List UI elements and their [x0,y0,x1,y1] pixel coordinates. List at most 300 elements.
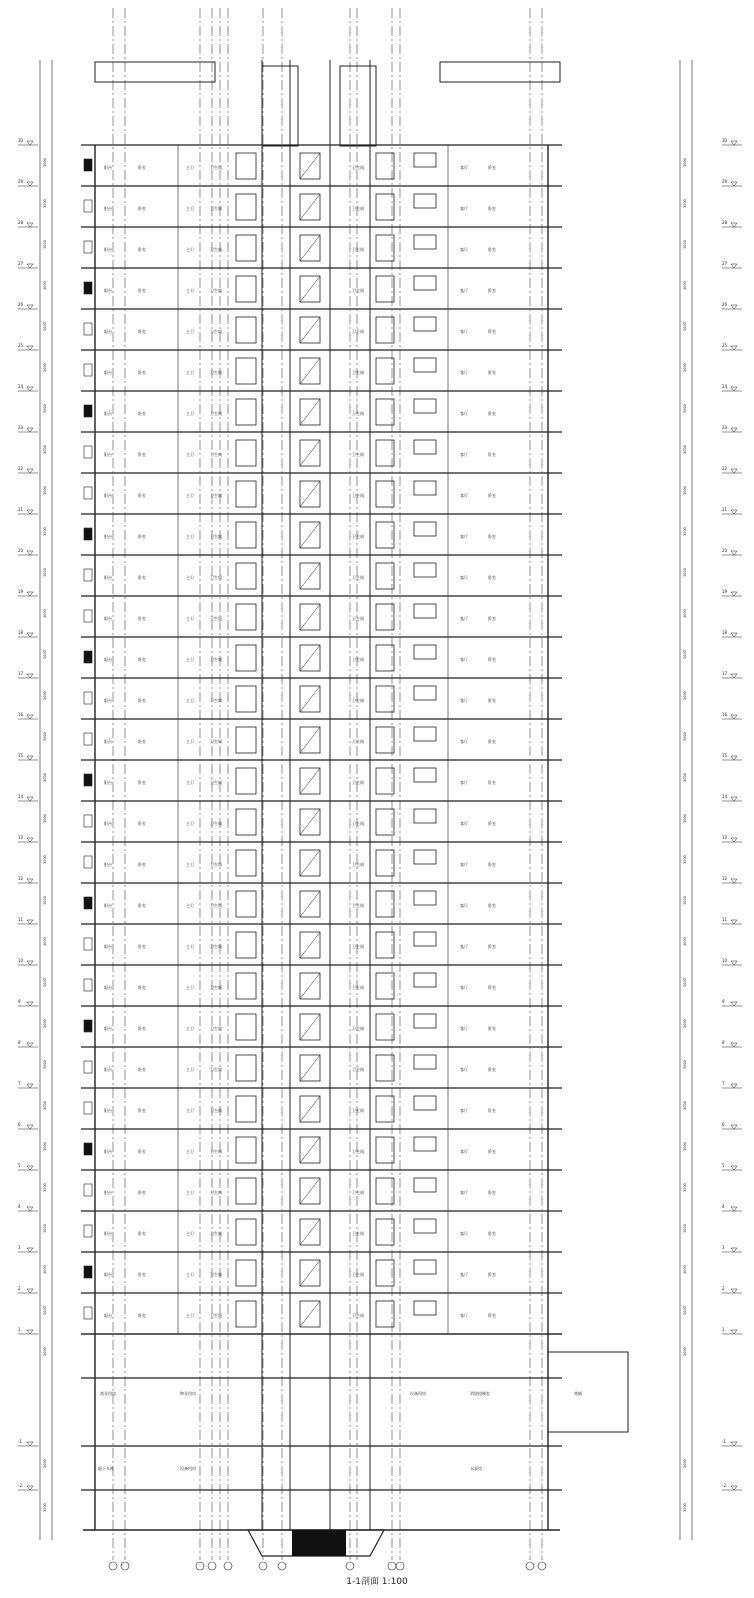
elevator-door-mark [300,1219,320,1245]
level-label: -2 [18,1483,22,1488]
room-label: 主卫 [186,206,194,211]
dim-text: 3000 [43,609,47,618]
stair-window [414,1178,436,1192]
window-left [236,194,256,220]
window-right [376,727,394,753]
level-triangle [27,592,33,596]
level-triangle [731,510,737,514]
elevator-door-mark [300,1178,320,1204]
dim-text: 3000 [683,937,687,946]
level-label: 27 [722,261,728,266]
level-label: 14 [722,794,728,799]
balcony-rail [84,774,92,786]
dim-text: 3000 [683,609,687,618]
level-triangle [27,1486,33,1490]
level-triangle [27,1125,33,1129]
level-label: 30 [722,138,728,143]
room-label: 客厅 [460,329,468,334]
room-label: 客厅 [460,903,468,908]
room-label: 阳台 [104,1149,112,1154]
window-left [236,440,256,466]
room-label: 阳台 [104,862,112,867]
room-label: 阳台 [104,165,112,170]
elevator-door-mark [300,317,320,343]
room-label: 主卫 [186,165,194,170]
dim-text: 3000 [43,1503,47,1512]
room-label: 卫生间 [210,206,222,211]
room-label: 卫生间 [210,1067,222,1072]
room-label: 卧室 [138,288,146,293]
window-left [236,1014,256,1040]
room-label: 主卫 [186,493,194,498]
axis-bubble [208,1562,216,1570]
room-label: 客厅 [460,1231,468,1236]
room-label: 卫生间 [210,1231,222,1236]
elevator-door-mark [300,563,320,589]
room-label: 卫生间 [210,657,222,662]
dim-text: 3000 [683,814,687,823]
level-label: 9 [722,999,725,1004]
dim-text: 3000 [683,445,687,454]
level-label: 26 [18,302,24,307]
balcony-rail [84,815,92,827]
elevator-door-mark [300,604,320,630]
room-label: 卧室 [138,616,146,621]
window-right [376,563,394,589]
stair-window [414,358,436,372]
window-right [376,1178,394,1204]
stair-window [414,686,436,700]
room-label: 主卫 [186,288,194,293]
room-label: 客厅 [460,698,468,703]
dim-text: 3000 [683,486,687,495]
level-label: 21 [18,507,24,512]
room-label: 主卫 [186,1026,194,1031]
dim-text: 3000 [683,1459,687,1468]
level-label: 16 [722,712,728,717]
room-label: 卫生间 [210,903,222,908]
room-label: 主卫 [186,616,194,621]
window-left [236,1301,256,1327]
dim-text: 3000 [683,1503,687,1512]
room-label: 卧室 [488,1067,496,1072]
dim-text: 3000 [43,158,47,167]
room-label: 卫生间 [352,698,364,703]
level-label: 29 [18,179,24,184]
window-right [376,1260,394,1286]
room-label: 卧室 [488,903,496,908]
window-left [236,1096,256,1122]
room-label: 卫生间 [352,288,364,293]
balcony-rail [84,1143,92,1155]
balcony-rail [84,733,92,745]
room-label: 卧室 [138,780,146,785]
axis-bubble [538,1562,546,1570]
room-label: 卫生间 [210,944,222,949]
room-label: 卫生间 [352,985,364,990]
level-triangle [27,469,33,473]
level-triangle [27,797,33,801]
balcony-rail [84,241,92,253]
axis-bubble [388,1562,396,1570]
level-label: 30 [18,138,24,143]
window-left [236,481,256,507]
dim-text: 3000 [683,1019,687,1028]
level-label: 3 [722,1245,725,1250]
room-label: 阳台 [104,1272,112,1277]
stair-window [414,645,436,659]
room-label: 卧室 [138,903,146,908]
level-triangle [731,1442,737,1446]
room-label: 阳台 [104,1026,112,1031]
level-triangle [27,182,33,186]
window-right [376,1014,394,1040]
level-label: 13 [722,835,728,840]
room-label: 卧室 [488,616,496,621]
level-label: 9 [18,999,21,1004]
level-triangle [731,920,737,924]
window-left [236,809,256,835]
level-label: 24 [722,384,728,389]
window-right [376,194,394,220]
stair-window [414,973,436,987]
level-triangle [27,264,33,268]
level-triangle [731,797,737,801]
room-label: 卫生间 [210,493,222,498]
elevator-door-mark [300,686,320,712]
room-label: 卧室 [138,1190,146,1195]
room-label: 主卫 [186,739,194,744]
dim-text: 3000 [43,1224,47,1233]
elevator-door-mark [300,1260,320,1286]
balcony-rail [84,1266,92,1278]
room-label: 客厅 [460,780,468,785]
elevator-door-mark [300,276,320,302]
room-label: 阳台 [104,657,112,662]
dim-text: 3000 [683,527,687,536]
level-triangle [731,1166,737,1170]
level-triangle [731,838,737,842]
balcony-rail [84,1020,92,1032]
stair-window [414,481,436,495]
dim-text: 3000 [43,445,47,454]
room-label: 卫生间 [210,1026,222,1031]
room-label: 卧室 [488,1026,496,1031]
room-label: 主卫 [186,1108,194,1113]
room-label: 卧室 [488,657,496,662]
room-label: 卧室 [488,370,496,375]
room-label: 卫生间 [210,1108,222,1113]
room-label: 阳台 [104,247,112,252]
room-label: 卫生间 [352,739,364,744]
room-label: 消防控制室 [470,1391,490,1396]
room-label: 卧室 [138,698,146,703]
dim-text: 3000 [683,773,687,782]
level-triangle [27,1442,33,1446]
window-left [236,686,256,712]
window-left [236,276,256,302]
axis-bubble [196,1562,204,1570]
room-label: 卫生间 [352,657,364,662]
window-right [376,1219,394,1245]
elevator-door-mark [300,932,320,958]
room-label: 客厅 [460,985,468,990]
window-left [236,1219,256,1245]
room-label: 客厅 [460,1026,468,1031]
room-label: 卫生间 [210,411,222,416]
room-label: 阳台 [104,698,112,703]
dim-text: 3000 [43,240,47,249]
dim-text: 3000 [43,1142,47,1151]
balcony-rail [84,528,92,540]
room-label: 卧室 [138,329,146,334]
room-label: 卫生间 [352,862,364,867]
dim-text: 3000 [43,732,47,741]
building-frame [83,60,628,1556]
level-label: 17 [18,671,24,676]
level-label: 20 [722,548,728,553]
stair-window [414,604,436,618]
room-label: 卧室 [138,1149,146,1154]
level-label: 11 [722,917,728,922]
level-triangle [731,1043,737,1047]
dim-text: 3000 [683,1224,687,1233]
room-label: 阳台 [104,288,112,293]
room-label: 卫生间 [210,165,222,170]
level-label: 6 [18,1122,21,1127]
balcony-rail [84,692,92,704]
balcony-rail [84,487,92,499]
window-right [376,973,394,999]
room-label: 客厅 [460,575,468,580]
room-label: 卧室 [488,247,496,252]
dim-text: 3000 [683,281,687,290]
level-label: 19 [18,589,24,594]
room-label: 主卫 [186,452,194,457]
room-label: 主卫 [186,780,194,785]
room-label: 卧室 [488,944,496,949]
elevator-door-mark [300,1055,320,1081]
room-label: 卧室 [138,739,146,744]
stair-window [414,850,436,864]
dim-text: 3000 [43,281,47,290]
dim-text: 3000 [43,404,47,413]
room-label: 客厅 [460,944,468,949]
window-right [376,440,394,466]
room-label: 阳台 [104,370,112,375]
dim-text: 3000 [43,1347,47,1356]
level-triangle [731,1207,737,1211]
room-label: 卫生间 [210,862,222,867]
dim-text: 3000 [683,896,687,905]
room-label: 阳台 [104,1231,112,1236]
dim-text: 3000 [43,527,47,536]
level-triangle [731,633,737,637]
balcony-rail [84,1184,92,1196]
elevator-door-mark [300,358,320,384]
stair-window [414,768,436,782]
dim-text: 3000 [683,855,687,864]
room-label: 卧室 [488,206,496,211]
room-label: 商业用房 [100,1391,116,1396]
room-label: 卧室 [138,1108,146,1113]
balcony-rail [84,569,92,581]
room-label: 卫生间 [352,944,364,949]
level-label: 22 [18,466,24,471]
window-left [236,932,256,958]
room-label: 卧室 [138,985,146,990]
elevator-door-mark [300,1137,320,1163]
room-label: 主卫 [186,329,194,334]
room-label: 阳台 [104,944,112,949]
room-label: 卧室 [138,1272,146,1277]
level-label: 10 [18,958,24,963]
dim-text: 3000 [43,1306,47,1315]
stair-window [414,522,436,536]
window-left [236,1137,256,1163]
room-label: 卧室 [138,575,146,580]
room-label: 主卫 [186,534,194,539]
room-label: 卫生间 [352,903,364,908]
room-label: 卫生间 [352,616,364,621]
room-label: 卧室 [488,698,496,703]
dim-text: 3000 [43,1060,47,1069]
room-label: 卧室 [488,739,496,744]
window-right [376,932,394,958]
balcony-rail [84,938,92,950]
dim-text: 3000 [43,978,47,987]
axis-bubble [396,1562,404,1570]
room-label: 卧室 [488,1190,496,1195]
room-label: 卧室 [488,862,496,867]
window-right [376,891,394,917]
level-label: 3 [18,1245,21,1250]
room-label: 卫生间 [352,1272,364,1277]
room-label: 卫生间 [210,739,222,744]
room-label: 卧室 [488,329,496,334]
room-label: 客厅 [460,165,468,170]
floor-slabs [81,145,562,1490]
window-right [376,768,394,794]
room-label: 阳台 [104,493,112,498]
dim-text: 3000 [43,363,47,372]
balcony-rail [84,364,92,376]
balcony-rail [84,651,92,663]
room-label: 客厅 [460,493,468,498]
level-label: 17 [722,671,728,676]
room-label: 主卫 [186,575,194,580]
room-label: 主卫 [186,821,194,826]
dim-text: 3000 [683,732,687,741]
balcony-rail [84,405,92,417]
room-label: 商铺 [574,1391,582,1396]
level-triangle [731,1486,737,1490]
dim-text: 3000 [683,1183,687,1192]
elevator-door-mark [300,809,320,835]
level-triangle [731,1289,737,1293]
level-triangle [731,264,737,268]
room-label: 水泵房 [470,1466,482,1471]
drawing-title: 1-1剖面 1:100 [346,1577,408,1587]
dim-text: 3000 [43,855,47,864]
room-label: 卫生间 [210,288,222,293]
room-label: 客厅 [460,1067,468,1072]
room-label: 卧室 [488,165,496,170]
elevator-door-mark [300,768,320,794]
level-triangle [27,305,33,309]
stair-window [414,1137,436,1151]
room-label: 卧室 [138,1067,146,1072]
level-label: 24 [18,384,24,389]
axis-bubble [526,1562,534,1570]
room-label: 物业用房 [180,1391,196,1396]
dim-text: 3000 [683,1142,687,1151]
room-label: 卫生间 [210,780,222,785]
room-label: 地下车库 [98,1466,114,1471]
room-label: 卫生间 [352,1190,364,1195]
balcony-rail [84,200,92,212]
axis-bubble [259,1562,267,1570]
elevator-door-mark [300,153,320,179]
level-label: 18 [18,630,24,635]
room-label: 阳台 [104,452,112,457]
level-label: 2 [722,1286,725,1291]
level-label: -1 [18,1439,22,1444]
dim-text: 3000 [43,322,47,331]
stair-window [414,1014,436,1028]
dim-text: 3000 [43,691,47,700]
dim-text: 3000 [683,1060,687,1069]
stair-window [414,1055,436,1069]
level-triangle [731,223,737,227]
level-label: 20 [18,548,24,553]
level-triangle [27,1207,33,1211]
room-label: 客厅 [460,411,468,416]
dim-text: 3000 [43,1265,47,1274]
level-label: 1 [18,1327,21,1332]
level-triangle [27,1084,33,1088]
balcony-rail [84,323,92,335]
room-label: 阳台 [104,821,112,826]
balcony-rail [84,979,92,991]
balcony-rail [84,1102,92,1114]
room-label: 卧室 [488,575,496,580]
room-label: 卧室 [488,1313,496,1318]
level-triangle [731,1330,737,1334]
dim-text: 3000 [683,158,687,167]
dim-text: 3000 [43,1183,47,1192]
room-label: 卧室 [138,821,146,826]
room-label: 卫生间 [352,1313,364,1318]
balcony-rail [84,1061,92,1073]
window-left [236,768,256,794]
window-right [376,604,394,630]
level-triangle [27,1002,33,1006]
level-triangle [731,305,737,309]
level-triangle [731,428,737,432]
level-label: 4 [18,1204,21,1209]
room-label: 卧室 [138,862,146,867]
window-left [236,645,256,671]
room-label: 客厅 [460,1272,468,1277]
podium-right [548,1352,628,1432]
room-label: 卫生间 [210,247,222,252]
room-label: 卫生间 [210,534,222,539]
stair-window [414,440,436,454]
dim-text: 3000 [43,568,47,577]
room-label: 主卫 [186,862,194,867]
level-label: -2 [722,1483,726,1488]
